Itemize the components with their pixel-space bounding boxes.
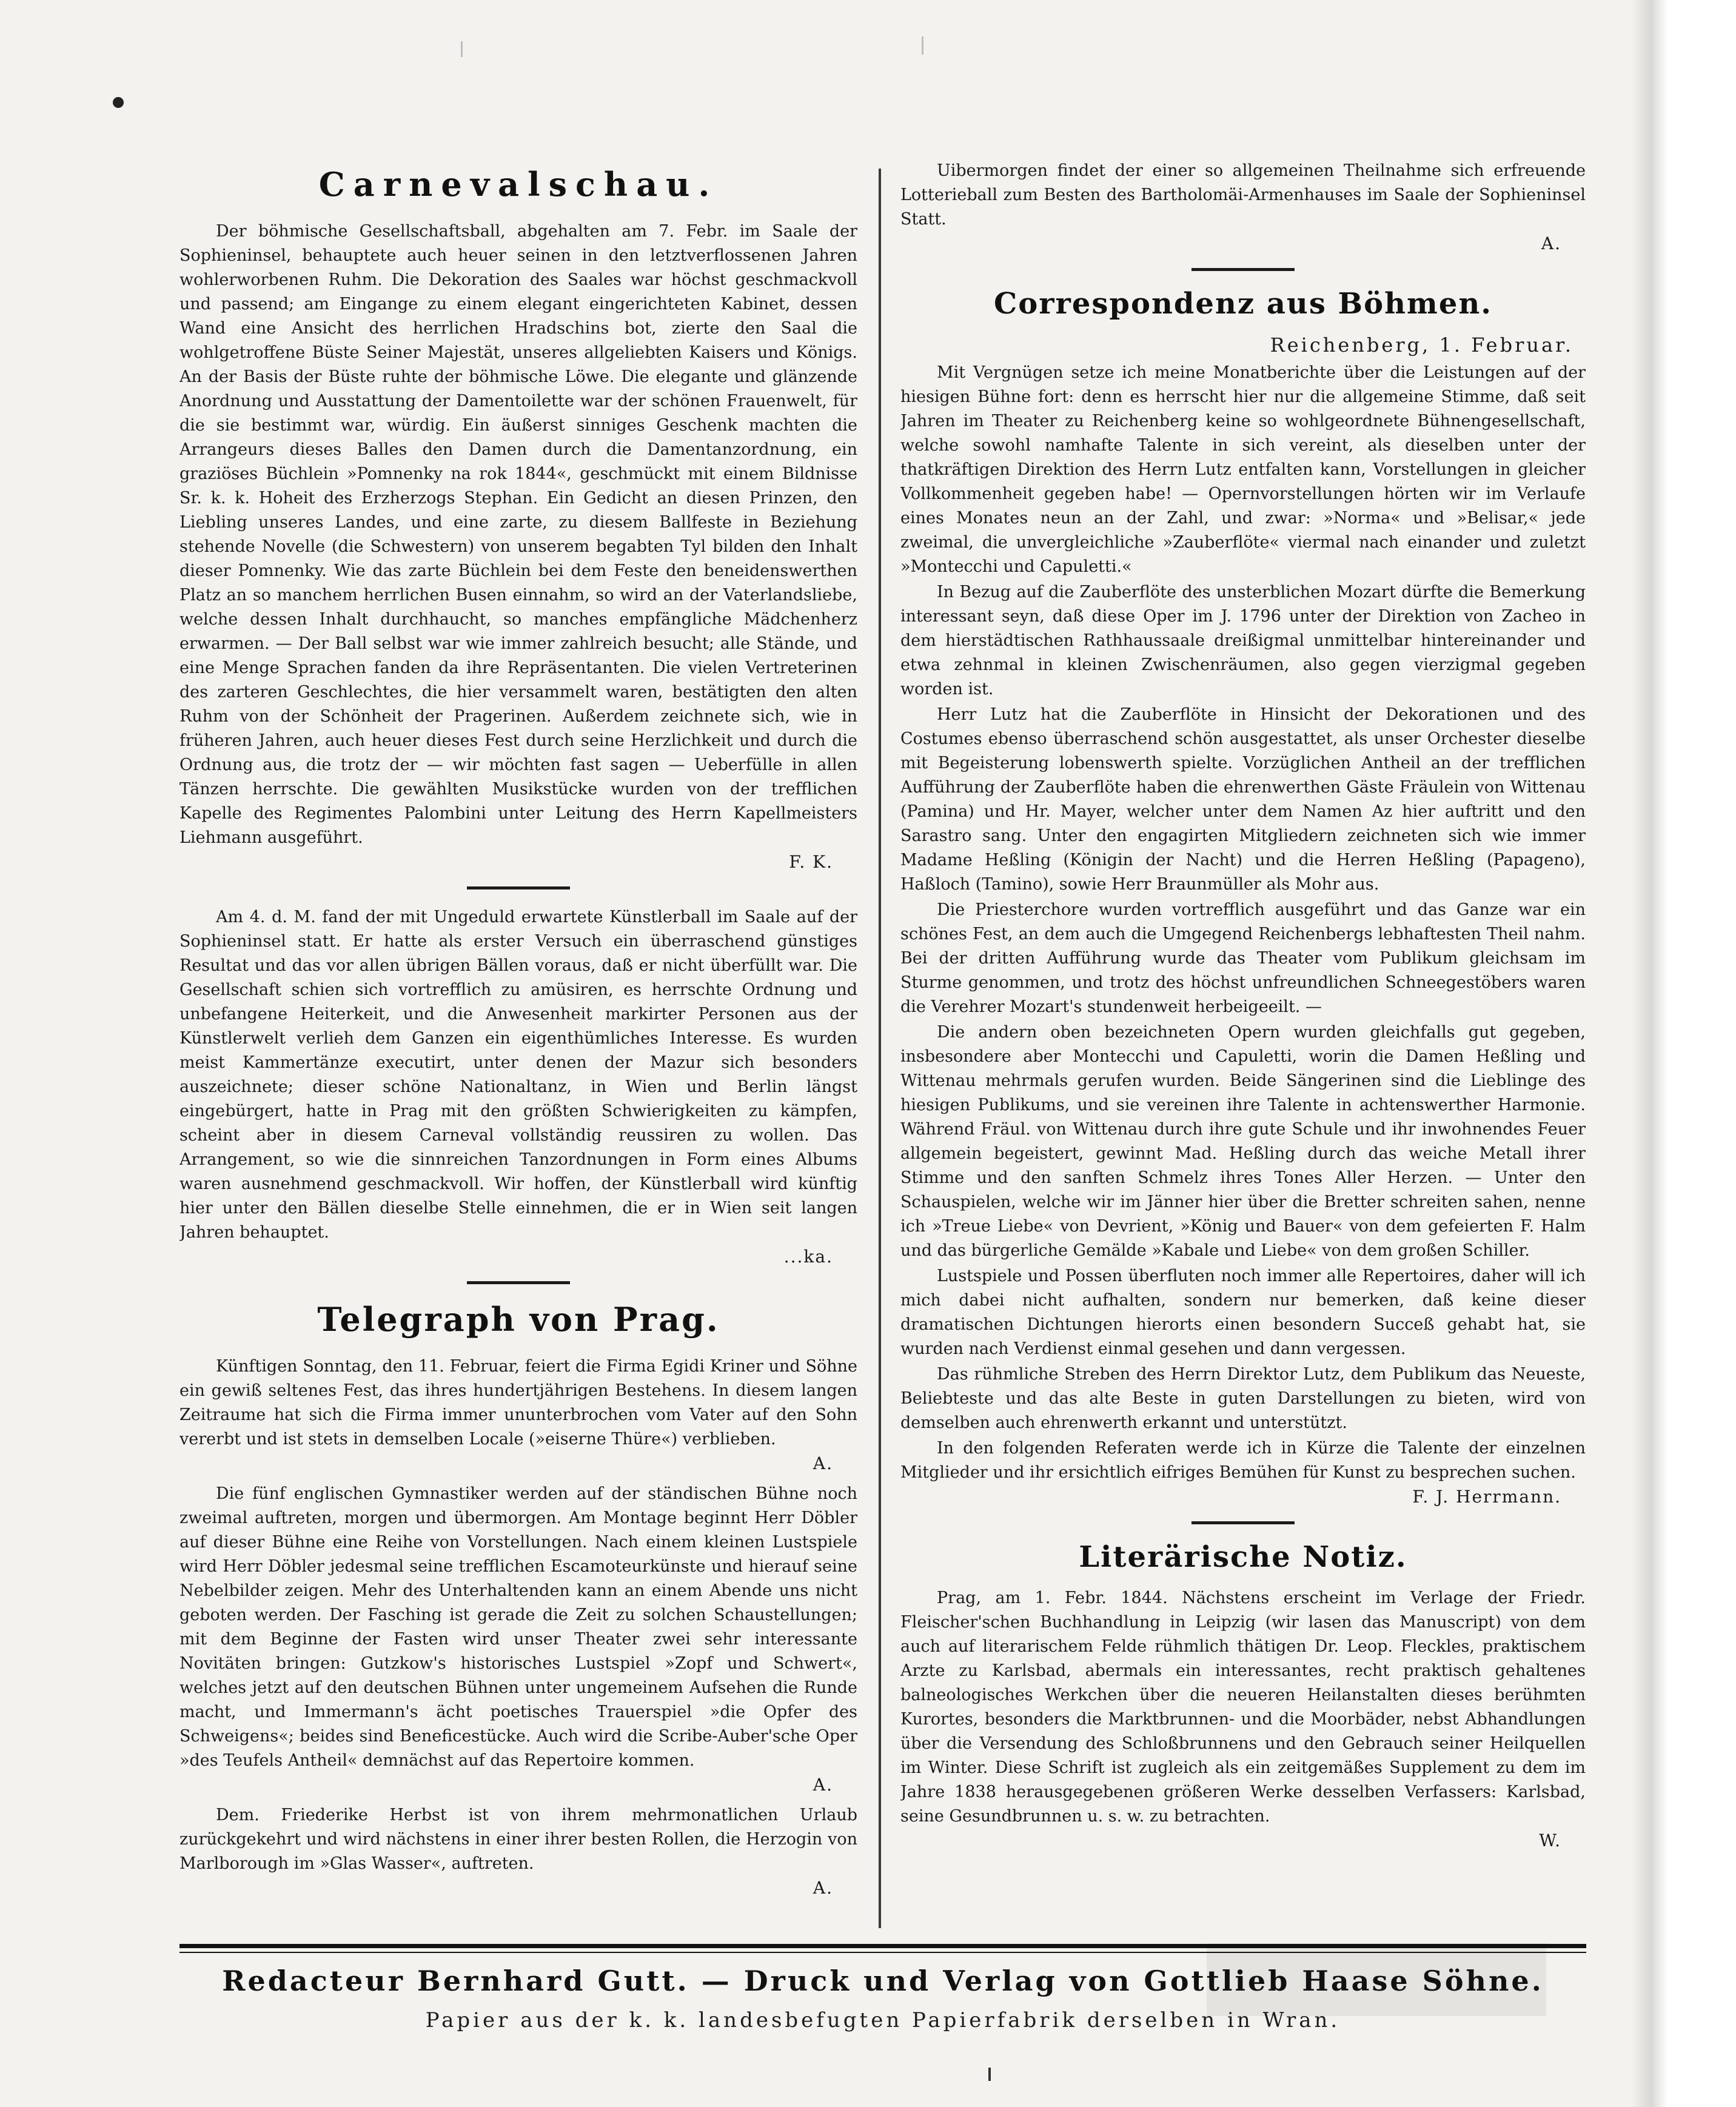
correspondenz-paragraph-2: In Bezug auf die Zauberflöte des unsterblichen Mozart dürfte die Bemerkung interessant seyn, daß diese Oper im J. 1796 unter der Direktion von Zacheo in dem hierstädtischen Rathhaussaale dreißigmal unmittelbar hintereinander und etwa zehnmal in kleinen Zwischenräumen, also gegen vierzigmal gegeben worden ist. [900,583,1586,698]
correspondenz-title: Correspondenz aus Böhmen. [994,287,1492,321]
telegraph-paragraph-3: Dem. Friederike Herbst ist von ihrem mehrmonatlichen Urlaub zurückgekehrt und wird nächstens in einer ihrer besten Rollen, die Herzogin von Marlborough im »Glas Wasser«, auftreten. [179,1806,857,1873]
telegraph-title: Telegraph von Prag. [317,1300,720,1339]
telegraph-paragraph-1: Künftigen Sonntag, den 11. Februar, feiert die Firma Egidi Kriner und Söhne ein gewiß seltenes Fest, das ihres hundertjährigen Bestehens. In diesem langen Zeitraume hat sich die Firma immer ununterbrochen vom Vater auf den Sohn vererbt und ist stets in demselben Locale (»eiserne Thüre«) verblieben. [179,1357,857,1449]
carnevalschau-paragraph-2: Am 4. d. M. fand der mit Ungeduld erwartete Künstlerball im Saale auf der Sophieninsel statt. Er hatte als erster Versuch ein überraschend günstiges Resultat und das vor allen übrigen Bällen voraus, daß er nicht überfüllt war. Die Gesellschaft schien sich vortrefflich zu amüsiren, es herrschte Ordnung und unbefangene Heiterkeit, und die Anwesenheit markirter Personen aus der Künstlerwelt verlieh dem Ganzen ein eigenthümliches Interesse. Es wurden meist Kammertänze executirt, unter denen der Mazur sich besonders auszeichnete; dieser schöne Nationaltanz, in Wien und Berlin längst eingebürgert, hatte in Prag mit den größten Schwierigkeiten zu kämpfen, scheint aber in diesem Carneval vollständig reussiren zu wollen. Das Arrangement, so wie die sinnreichen Tanzordnungen in Form eines Albums waren ausnehmend geschmackvoll. Wir hoffen, der Künstlerball wird künftig hier unter den Bällen dieselbe Stelle einnehmen, die er in Wien seit langen Jahren behauptet. [179,908,857,1242]
literarische-notiz-signature: W. [1539,1831,1561,1851]
lottery-signature: A. [1541,233,1561,253]
correspondenz-paragraph-6: Lustspiele und Possen überfluten noch immer alle Repertoires, daher will ich mich dabei nicht aufhalten, sondern nur bemerken, daß keine dieser dramatischen Dichtungen hierorts einen besondern Succeß gehabt hat, sie wurden nach Verdienst einmal gesehen und dann vergessen. [900,1267,1586,1358]
column-rule [879,169,881,1928]
correspondenz-paragraph-7: Das rühmliche Streben des Herrn Direktor Lutz, dem Publikum das Neueste, Beliebteste und das alte Beste in guten Darstellungen zu bieten, wird von demselben auch ehrenwerth erkannt und unterstützt. [900,1365,1586,1432]
telegraph-paragraph-2: Die fünf englischen Gymnastiker werden auf der ständischen Bühne noch zweimal auftreten, morgen und übermorgen. Am Montage beginnt Herr Döbler auf dieser Bühne eine Reihe von Vorstellungen. Nach einem kleinen Lustspiele wird Herr Döbler jedesmal seine trefflichen Escamoteurkünste und hierauf seine Nebelbilder zeigen. Mehr des Unterhaltenden kann an einem Abende uns nicht geboten werden. Der Fasching ist gerade die Zeit zu solchen Schaustellungen; mit dem Beginne der Fasten wird unser Theater zwei sehr interessante Novitäten bringen: Gutzkow's historisches Lustspiel »Zopf und Schwert«, welches jetzt auf den deutschen Bühnen unter ungemeinem Aufsehen die Runde macht, und Immermann's ächt poetisches Trauerspiel »die Opfer des Schweigens«; beides sind Beneficestücke. Auch wird die Scribe-Auber'sche Oper »des Teufels Antheil« demnächst auf das Repertoire kommen. [179,1484,857,1770]
footer-rule-thick [179,1944,1586,1948]
telegraph-signature-1: A. [813,1453,833,1473]
scan-mark [988,2068,991,2081]
imprint-paper-mill: Papier aus der k. k. landesbefugten Papierfabrik derselben in Wran. [425,2008,1341,2032]
carnevalschau-paragraph-1: Der böhmische Gesellschaftsball, abgehalten am 7. Febr. im Saale der Sophieninsel, behauptete auch heuer seinen in den letztverflossenen Jahren wohlerworbenen Ruhm. Die Dekoration des Saales war höchst geschmackvoll und passend; am Eingange zu einem elegant eingerichteten Kabinet, dessen Wand eine Ansicht des herrlichen Hradschins bot, zierte den Saal die wohlgetroffene Büste Seiner Majestät, unseres allgeliebten Kaisers und Königs. An der Basis der Büste ruhte der böhmische Löwe. Die elegante und glänzende Anordnung und Ausstattung der Damentoilette war der schönen Frauenwelt, für die sie bestimmt war, würdig. Ein äußerst sinniges Geschenk machten die Arrangeurs dieses Balles den Damen durch die Damentanzordnung, ein graziöses Büchlein »Pomnenky na rok 1844«, geschmückt mit einem Bildnisse Sr. k. k. Hoheit des Erzherzogs Stephan. Ein Gedicht an diesen Prinzen, den Liebling unseres Landes, und eine zarte, zu diesem Ballfeste in Beziehung stehende Novelle (die Schwestern) von unserem begabten Tyl bilden den Inhalt dieser Pomnenky. Wie das zarte Büchlein bei dem Feste den beneidenswerthen Platz an so manchem herrlichen Busen einnahm, so wird an der Vaterlandsliebe, welche dessen Inhalt durchhaucht, so manches empfängliche Mädchenherz erwarmen. — Der Ball selbst war wie immer zahlreich besucht; alle Stände, und eine Menge Sprachen fanden da ihre Repräsentanten. Die vielen Vertreterinen des zarteren Geschlechtes, die hier versammelt waren, bestätigten den alten Ruhm von der Schönheit der Pragerinen. Außerdem zeichnete sich, wie in früheren Jahren, auch heuer dieses Fest durch seine Herzlichkeit und durch die Ordnung aus, die trotz der — wir möchten fast sagen — Ueberfülle in allen Tänzen herrschte. Die gewählten Musikstücke wurden von der trefflichen Kapelle des Regimentes Palombini unter Leitung des Herrn Kapellmeisters Liehmann ausgeführt. [179,222,857,847]
section-divider [1191,268,1295,271]
lottery-notice: Uibermorgen findet der einer so allgemeinen Theilnahme sich erfreuende Lotterieball zum Besten des Bartholomäi-Armenhauses im Saale der Sophieninsel Statt. [900,161,1586,229]
scan-mark [922,36,923,55]
carnevalschau-signature-1: F. K. [789,852,833,872]
literarische-notiz-paragraph: Prag, am 1. Febr. 1844. Nächstens erscheint im Verlage der Friedr. Fleischer'schen Buchhandlung in Leipzig (wir lasen das Manuscript) von dem auch auf literarischem Felde rühmlich thätigen Dr. Leop. Fleckles, praktischem Arzte zu Karlsbad, abermals ein interessantes, recht praktisch gehaltenes balneologisches Werkchen über die neueren Heilanstalten dieses berühmten Kurortes, besonders die Marktbrunnen- und die Moorbäder, nebst Abhandlungen über die Versendung des Schloßbrunnens und den Gebrauch seiner Heilquellen im Winter. Diese Schrift ist zugleich als ein zeitgemäßes Supplement zu dem im Jahre 1838 herausgegebenen größeren Werke desselben Verfassers: Karlsbad, seine Gesundbrunnen u. s. w. zu betrachten. [900,1589,1586,1826]
section-divider [1191,1521,1295,1524]
telegraph-signature-2: A. [813,1775,833,1795]
section-divider [467,1281,570,1284]
correspondenz-paragraph-5: Die andern oben bezeichneten Opern wurden gleichfalls gut gegeben, insbesondere aber Montecchi und Capuletti, worin die Damen Heßling und Wittenau mehrmals gerufen wurden. Beide Sängerinen sind die Lieblinge des hiesigen Publikums, und sie vereinen ihre Talente in achtenswerther Harmonie. Während Fräul. von Wittenau durch ihre gute Schule und ihr inwohnendes Feuer allgemein begeistert, gewinnt Mad. Heßling durch das weiche Metall ihrer Stimme und den sanften Schmelz ihres Tones Aller Herzen. — Unter den Schauspielen, welche wir im Jänner hier über die Bretter schreiten sahen, nenne ich »Treue Liebe« von Devrient, »König und Bauer« von dem gefeierten F. Halm und das bürgerliche Gemälde »Kabale und Liebe« von dem großen Schiller. [900,1023,1586,1260]
carnevalschau-signature-2: ...ka. [783,1247,833,1267]
correspondenz-dateline: Reichenberg, 1. Februar. [1270,333,1573,357]
carnevalschau-title: Carnevalschau. [318,165,719,204]
correspondenz-paragraph-3: Herr Lutz hat die Zauberflöte in Hinsicht der Dekorationen und des Costumes ebenso überraschend schön ausgestattet, als unser Orchester dieselbe mit Begeisterung lobenswerth spielte. Vorzüglichen Antheil an der trefflichen Aufführung der Zauberflöte haben die ehrenwerthen Gäste Fräulein von Wittenau (Pamina) und Hr. Mayer, welcher unter dem Namen Az hier auftritt und den Sarastro sang. Unter den engagirten Mitgliedern zeichneten sich wie immer Madame Heßling (Königin der Nacht) und die Herren Heßling (Papageno), Haßloch (Tamino), sowie Herr Braunmüller als Mohr aus. [900,705,1586,894]
correspondenz-signature: F. J. Herrmann. [1412,1487,1561,1507]
scan-ink-dot [113,97,124,108]
page-edge-shadow [1631,0,1667,2107]
imprint-editor-publisher: Redacteur Bernhard Gutt. — Druck und Verlag von Gottlieb Haase Söhne. [222,1965,1544,1997]
left-column [179,159,857,1941]
footer-rule-thin [179,1952,1586,1953]
correspondenz-paragraph-8: In den folgenden Referaten werde ich in Kürze die Talente der einzelnen Mitglieder und ihr ersichtlich eifriges Bemühen für Kunst zu besprechen suchen. [900,1439,1586,1482]
right-column [900,159,1586,1941]
literarische-notiz-title: Literärische Notiz. [1079,1540,1407,1574]
scan-mark [461,41,463,57]
telegraph-signature-3: A. [813,1878,833,1898]
correspondenz-paragraph-4: Die Priesterchore wurden vortrefflich ausgeführt und das Ganze war ein schönes Fest, an dem auch die Umgegend Reichenbergs lebhaftesten Theil nahm. Bei der dritten Aufführung wurde das Theater vom Publikum gleichsam im Sturme genommen, und trotz des höchst unfreundlichen Schneegestöbers waren die Verehrer Mozart's stundenweit herbeigeeilt. — [900,900,1586,1016]
section-divider [467,886,570,889]
correspondenz-paragraph-1: Mit Vergnügen setze ich meine Monatberichte über die Leistungen auf der hiesigen Bühne fort: denn es herrscht hier nur die allgemeine Stimme, daß seit Jahren im Theater zu Reichenberg keine so wohlgeordnete Bühnengesellschaft, welche sowohl namhafte Talente in sich vereint, als dieselben unter der thatkräftigen Direktion des Herrn Lutz entfalten kann, Vorstellungen in gleicher Vollkommenheit gegeben habe! — Opernvorstellungen hörten wir im Verlaufe eines Monates neun an der Zahl, und zwar: »Norma« und »Belisar,« jede zweimal, die unvergleichliche »Zauberflöte« viermal nach einander und zuletzt »Montecchi und Capuletti.« [900,363,1586,576]
